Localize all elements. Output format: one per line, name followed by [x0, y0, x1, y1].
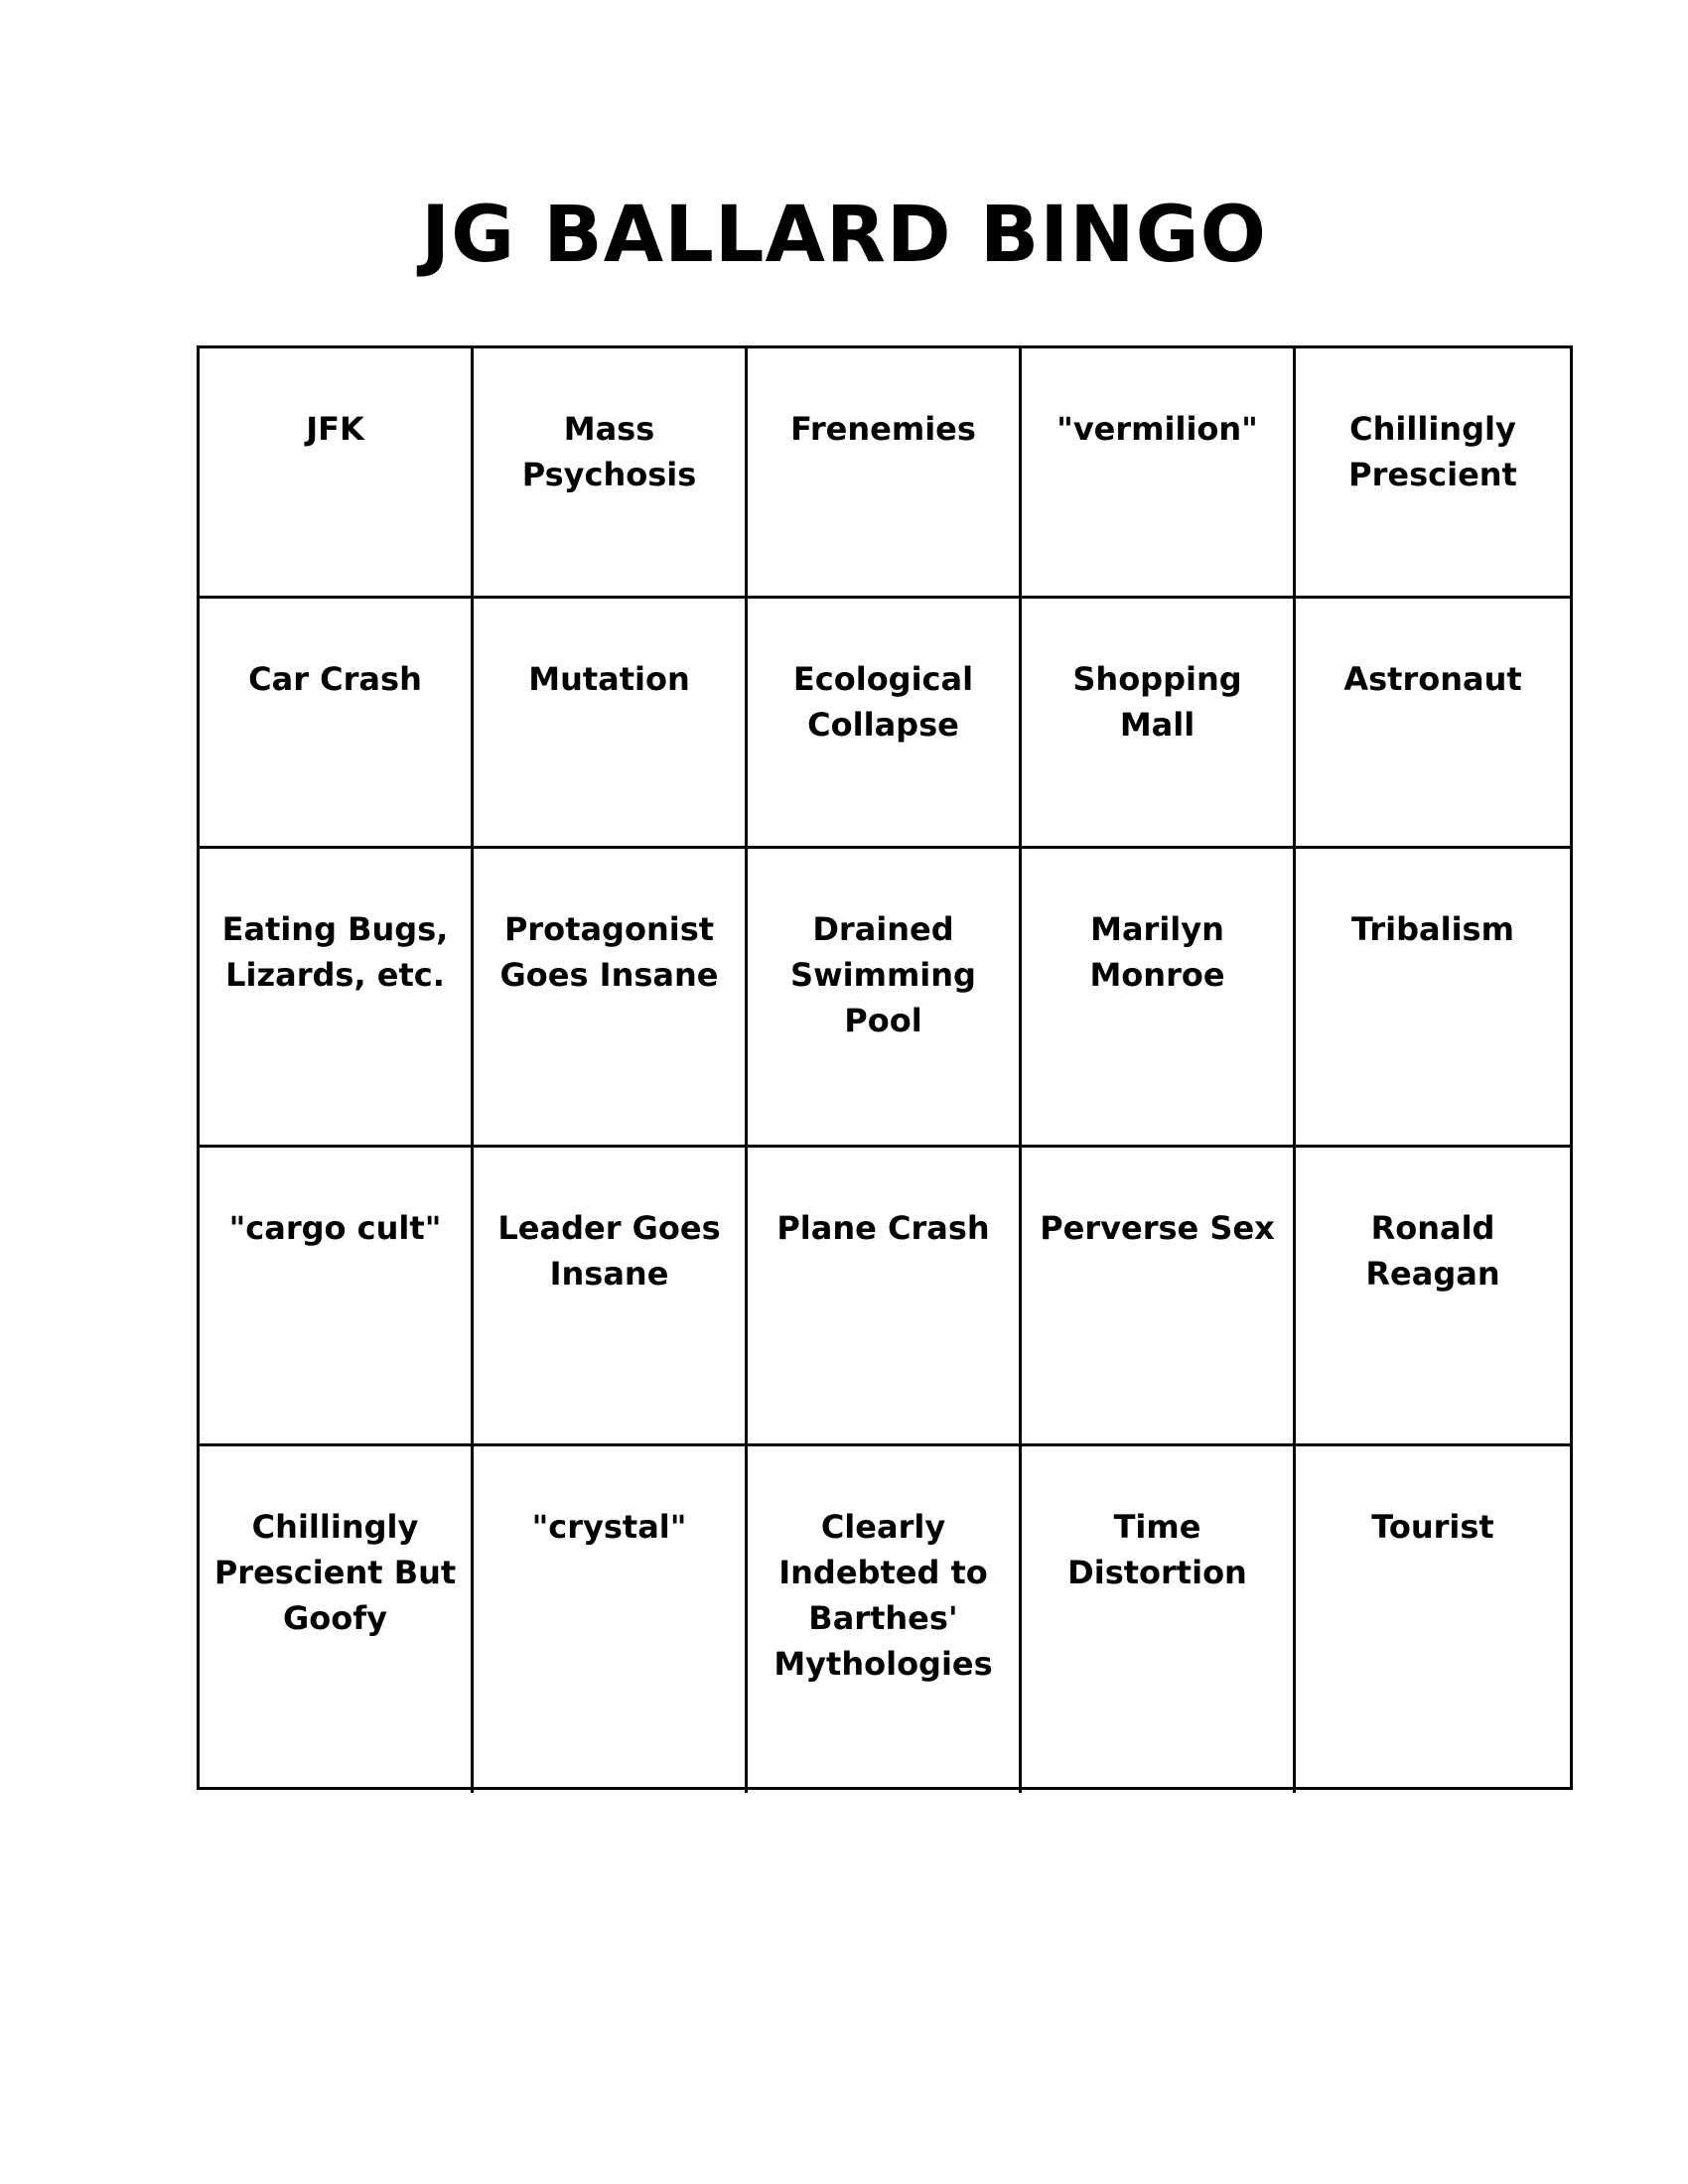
bingo-cell: [1296, 849, 1570, 1148]
bingo-cell: [1296, 1446, 1570, 1793]
bingo-cell: [748, 348, 1022, 599]
bingo-cell-label: Astronaut: [1343, 660, 1522, 698]
bingo-grid: [197, 345, 1573, 1790]
bingo-cell: [1022, 1148, 1296, 1446]
bingo-cell-label: Marilyn Monroe: [1089, 910, 1225, 994]
bingo-cell-label: Frenemies: [790, 410, 976, 448]
bingo-cell-label: Plane Crash: [776, 1209, 990, 1247]
bingo-cell: [1022, 348, 1296, 599]
bingo-cell-label: "crystal": [531, 1508, 687, 1546]
bingo-cell-label: Drained Swimming Pool: [790, 910, 976, 1039]
bingo-cell-label: Ronald Reagan: [1365, 1209, 1500, 1293]
bingo-cell: [474, 1148, 748, 1446]
bingo-cell: [200, 348, 474, 599]
bingo-cell: [474, 849, 748, 1148]
bingo-cell-label: Car Crash: [248, 660, 422, 698]
bingo-cell: [474, 599, 748, 849]
bingo-cell: [1296, 1148, 1570, 1446]
bingo-cell-label: Mutation: [528, 660, 690, 698]
bingo-cell: [200, 849, 474, 1148]
bingo-cell: [474, 348, 748, 599]
bingo-cell-label: Shopping Mall: [1072, 660, 1242, 744]
bingo-cell: [200, 1148, 474, 1446]
bingo-cell: [1022, 849, 1296, 1148]
bingo-cell-label: Mass Psychosis: [521, 410, 697, 493]
bingo-cell-label: "cargo cult": [228, 1209, 442, 1247]
bingo-cell: [1022, 599, 1296, 849]
bingo-cell-label: Leader Goes Insane: [497, 1209, 721, 1293]
bingo-cell: [474, 1446, 748, 1793]
bingo-cell-label: Tribalism: [1351, 910, 1514, 948]
bingo-cell-label: Perverse Sex: [1040, 1209, 1275, 1247]
bingo-cell-label: Tourist: [1371, 1508, 1494, 1546]
bingo-cell: [748, 849, 1022, 1148]
bingo-cell: [200, 599, 474, 849]
bingo-cell: [1022, 1446, 1296, 1793]
bingo-cell-label: Clearly Indebted to Barthes' Mythologies: [774, 1508, 993, 1683]
bingo-cell-label: "vermilion": [1056, 410, 1258, 448]
bingo-cell-label: Time Distortion: [1067, 1508, 1247, 1591]
bingo-cell: [200, 1446, 474, 1793]
bingo-cell-label: Chillingly Prescient: [1348, 410, 1517, 493]
bingo-cell-label: JFK: [306, 410, 364, 448]
bingo-cell-label: Protagonist Goes Insane: [499, 910, 719, 994]
bingo-cell-label: Eating Bugs, Lizards, etc.: [221, 910, 449, 994]
page-title: JG BALLARD BINGO: [421, 191, 1267, 280]
bingo-cell: [1296, 599, 1570, 849]
bingo-cell-label: Chillingly Prescient But Goofy: [213, 1508, 457, 1637]
bingo-cell: [1296, 348, 1570, 599]
bingo-cell: [748, 599, 1022, 849]
bingo-cell: [748, 1148, 1022, 1446]
bingo-cell-label: Ecological Collapse: [792, 660, 974, 744]
bingo-cell: [748, 1446, 1022, 1793]
